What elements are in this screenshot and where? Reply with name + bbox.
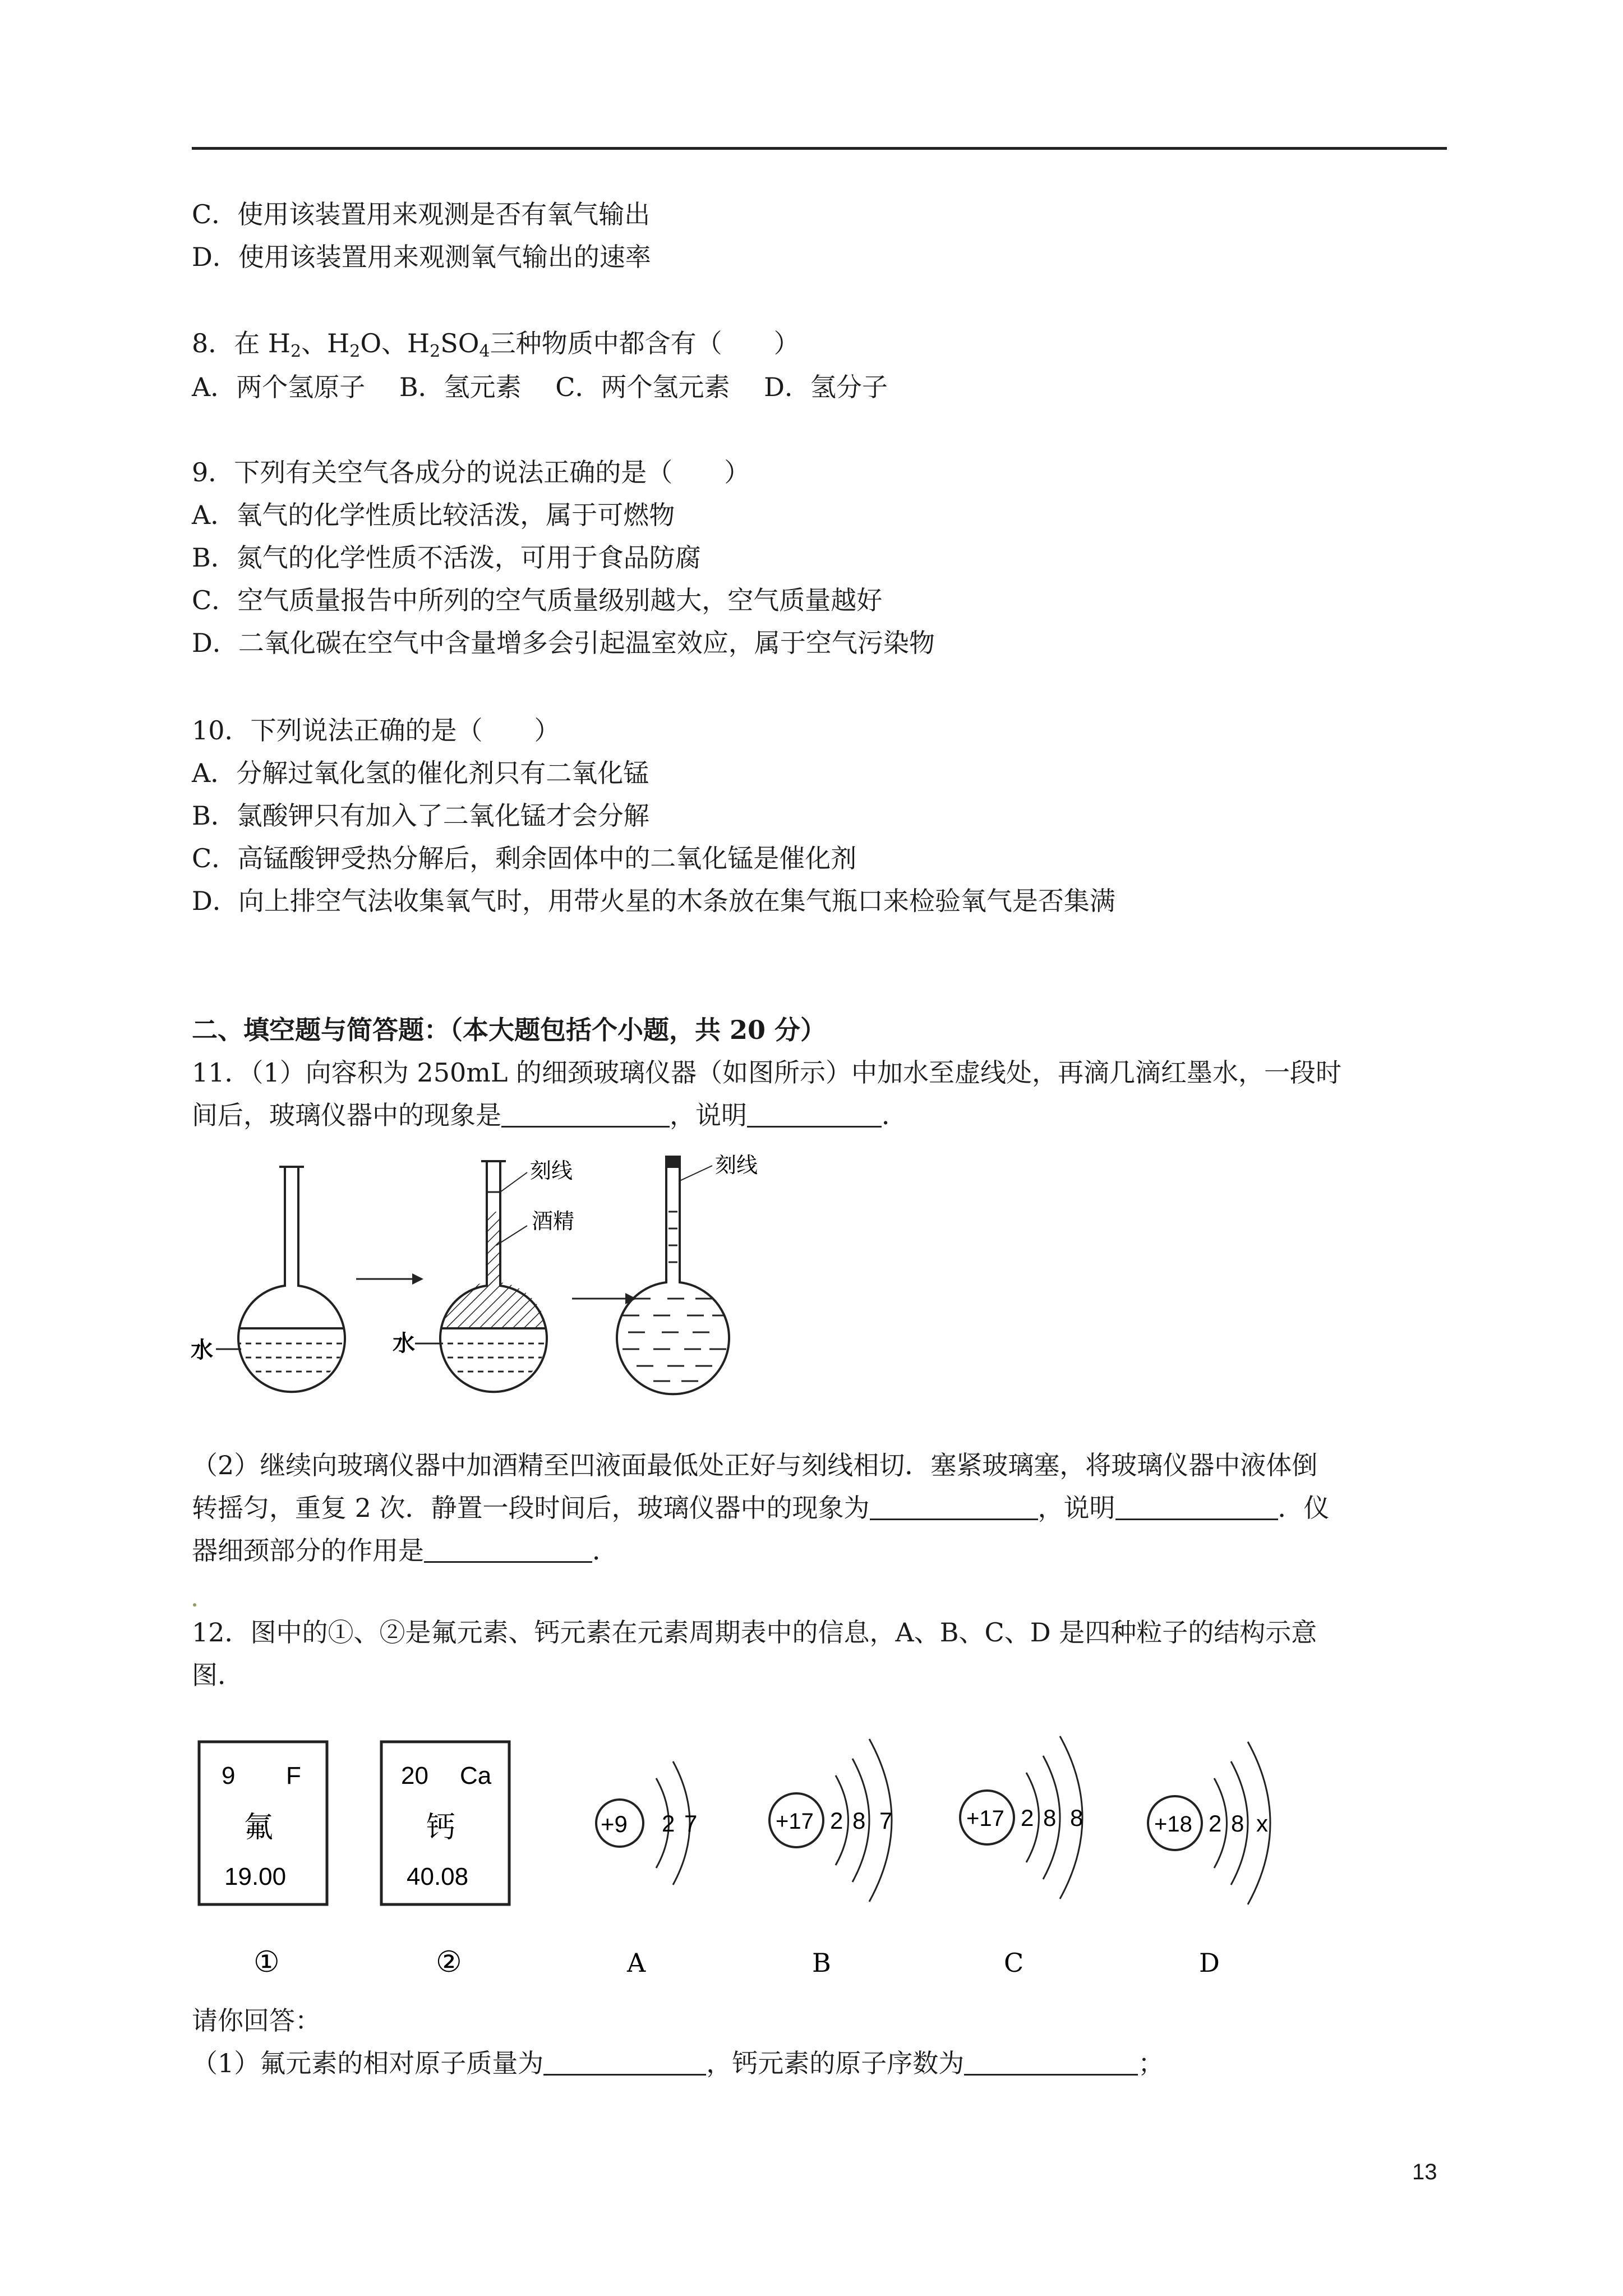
- page-number: 13: [1412, 2160, 1437, 2184]
- shell-electrons: 2: [662, 1810, 675, 1837]
- q12-line1: 12．图中的①、②是氟元素、钙元素在元素周期表中的信息，A、B、C、D 是四种粒子的结构示意: [192, 1617, 1317, 1648]
- q9-stem: 9．下列有关空气各成分的说法正确的是（ ）: [192, 457, 750, 487]
- q10-option-d: D．向上排空气法收集氧气时，用带火星的木条放在集气瓶口来检验氧气是否集满: [192, 886, 1115, 916]
- section2-title: 二、填空题与简答题：（本大题包括个小题，共 20 分）: [192, 1015, 827, 1045]
- stray-dot: [193, 1603, 196, 1607]
- q12-sub1: （1）氟元素的相对原子质量为 ，钙元素的原子序数为 ；: [192, 2048, 1164, 2078]
- flask-2: [415, 1161, 550, 1392]
- mark-label: 刻线: [530, 1158, 573, 1183]
- particle-label: B: [812, 1948, 831, 1978]
- shell-electrons: 7: [684, 1810, 698, 1837]
- q10-stem: 10．下列说法正确的是（ ）: [192, 715, 560, 746]
- particle-c: [960, 1736, 1083, 1899]
- q11-p2-line2: 转摇匀，重复 2 次．静置一段时间后，玻璃仪器中的现象为 ，说明 ．仪: [192, 1493, 1330, 1523]
- flask-3: [617, 1156, 729, 1394]
- shell-electrons: 2: [1209, 1810, 1222, 1837]
- figure-label: ②: [436, 1945, 462, 1979]
- q9-option-a: A．氧气的化学性质比较活泼，属于可燃物: [192, 500, 675, 530]
- q11-p2-line1: （2）继续向玻璃仪器中加酒精至凹液面最低处正好与刻线相切．塞紧玻璃塞，将玻璃仪器中液体倒: [192, 1450, 1318, 1480]
- shell-electrons: 8: [1231, 1810, 1244, 1837]
- figure-label: ①: [253, 1945, 280, 1979]
- alcohol-label: 酒精: [532, 1209, 575, 1234]
- particle-a: [596, 1761, 697, 1885]
- water-label: 水: [393, 1330, 415, 1356]
- element-name: 氟: [244, 1811, 274, 1844]
- q9-option-c: C．空气质量报告中所列的空气质量级别越大，空气质量越好: [192, 585, 883, 615]
- element-symbol: Ca: [460, 1762, 492, 1789]
- answer-blank[interactable]: [747, 1101, 882, 1128]
- atomic-number: 20: [401, 1762, 428, 1789]
- q8-stem: 8．在 $H_2$、$H_2O$、$H_2SO_4$三种物质中都含有（ ）: [192, 328, 800, 361]
- q9-option-b: B．氮气的化学性质不活泼，可用于食品防腐: [192, 542, 701, 573]
- q7-option-d: D．使用该装置用来观测氧气输出的速率: [192, 242, 651, 272]
- answer-blank[interactable]: [501, 1101, 670, 1128]
- flask-1: [216, 1167, 348, 1392]
- answer-blank[interactable]: [964, 2049, 1138, 2076]
- shell-electrons: x: [1256, 1810, 1268, 1837]
- nucleus-charge: +9: [601, 1811, 628, 1837]
- atomic-mass: 40.08: [407, 1863, 469, 1890]
- q11-p2-line3: 器细颈部分的作用是 ．: [192, 1535, 618, 1566]
- particle-d: [1148, 1742, 1270, 1904]
- header-rule: [192, 147, 1447, 150]
- shell-electrons: 8: [1043, 1805, 1057, 1831]
- shell-electrons: 8: [1070, 1805, 1083, 1831]
- flask-figure-2: [561, 1150, 796, 1397]
- q10-option-a: A．分解过氧化氢的催化剂只有二氧化锰: [192, 758, 649, 788]
- nucleus-charge: +18: [1154, 1812, 1192, 1837]
- answer-blank[interactable]: [424, 1536, 592, 1563]
- shell-electrons: 7: [879, 1807, 893, 1834]
- shell-electrons: 2: [830, 1807, 843, 1834]
- q11-line2: 间后，玻璃仪器中的现象是 ，说明 ．: [192, 1100, 907, 1130]
- element-card-calcium: [381, 1742, 509, 1904]
- particle-label: A: [627, 1948, 646, 1978]
- particle-label: D: [1199, 1948, 1220, 1978]
- atomic-number: 9: [222, 1762, 236, 1789]
- shell-electrons: 2: [1021, 1805, 1034, 1831]
- particle-b: [769, 1739, 892, 1902]
- atomic-mass: 19.00: [224, 1863, 287, 1890]
- q10-option-b: B．氯酸钾只有加入了二氧化锰才会分解: [192, 800, 649, 831]
- answer-blank[interactable]: [870, 1494, 1038, 1520]
- q11-line1: 11．（1）向容积为 250mL 的细颈玻璃仪器（如图所示）中加水至虚线处，再滴几滴红墨水，一段时: [192, 1057, 1342, 1088]
- element-card-fluorine: [199, 1742, 327, 1904]
- answer-blank[interactable]: [543, 2049, 706, 2076]
- element-symbol: F: [286, 1762, 301, 1789]
- mark-label: 刻线: [715, 1153, 758, 1177]
- shell-electrons: 8: [852, 1807, 866, 1834]
- particle-label: C: [1004, 1948, 1024, 1978]
- answer-prompt: 请你回答：: [192, 2005, 321, 2036]
- element-name: 钙: [426, 1811, 456, 1844]
- q8-options: A．两个氢原子 B．氢元素 C．两个氢元素 D．氢分子: [192, 372, 888, 402]
- q7-option-c: C．使用该装置用来观测是否有氧气输出: [192, 199, 651, 229]
- nucleus-charge: +17: [776, 1809, 814, 1834]
- q10-option-c: C．高锰酸钾受热分解后，剩余固体中的二氧化锰是催化剂: [192, 843, 857, 873]
- element-particle-figure: [191, 1717, 1301, 1997]
- q12-line2: 图．: [192, 1660, 243, 1690]
- answer-blank[interactable]: [1115, 1494, 1278, 1520]
- nucleus-charge: +17: [966, 1806, 1004, 1831]
- water-label: 水: [191, 1337, 213, 1363]
- q9-option-d: D．二氧化碳在空气中含量增多会引起温室效应，属于空气污染物: [192, 628, 935, 658]
